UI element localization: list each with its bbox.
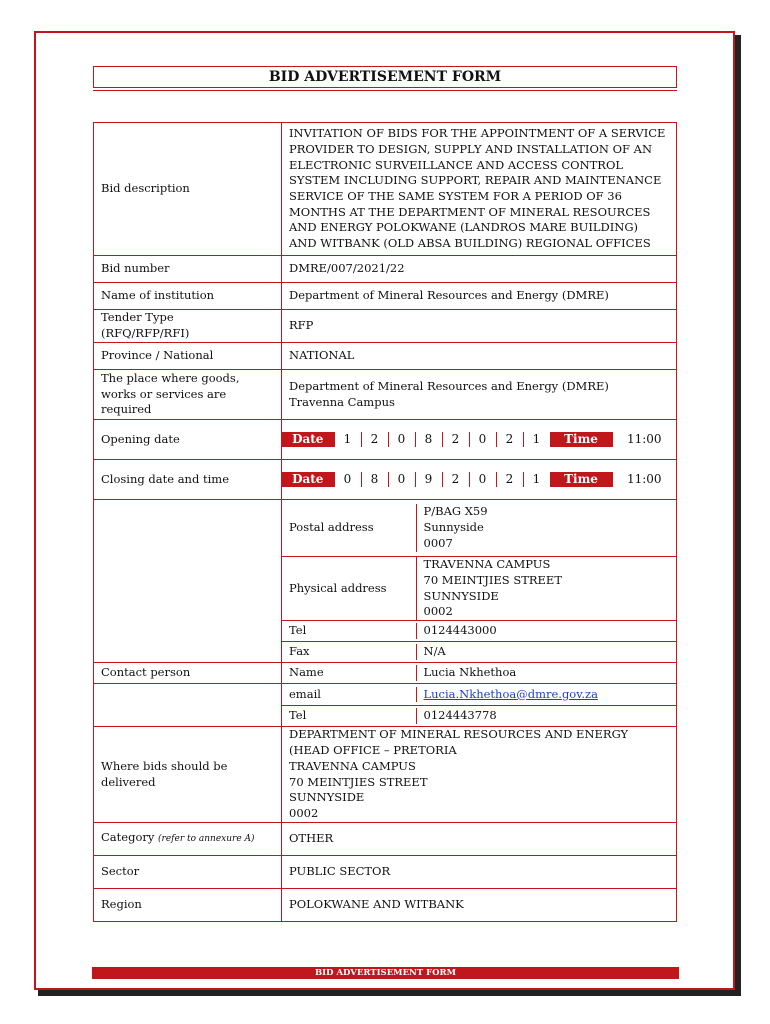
physical-address-label: Physical address bbox=[282, 557, 416, 620]
place-label-line1: The place where goods, bbox=[101, 370, 240, 385]
fax-label: Fax bbox=[282, 644, 416, 660]
tender-type-label-line2: (RFQ/RFP/RFI) bbox=[101, 326, 190, 340]
row-closing-date bbox=[94, 460, 677, 500]
row-sector bbox=[94, 856, 677, 889]
place-value-line2: Travenna Campus bbox=[289, 394, 395, 409]
closing-time-tag: Time bbox=[550, 472, 612, 488]
row-tender-type bbox=[94, 310, 677, 343]
row-contact-tel bbox=[94, 706, 677, 727]
bid-description-label: Bid description bbox=[94, 123, 282, 256]
row-fax bbox=[94, 642, 677, 663]
contact-email-link[interactable]: Lucia.Nkhethoa@dmre.gov.za bbox=[423, 686, 598, 701]
row-province bbox=[94, 343, 677, 370]
tender-type-label bbox=[94, 310, 282, 343]
category-note: (refer to annexure A) bbox=[158, 834, 255, 845]
closing-date-digit: 1 bbox=[523, 472, 550, 488]
closing-date-tag: Date bbox=[282, 472, 334, 488]
place-label-line2: works or services are bbox=[101, 386, 227, 401]
delivery-line5: SUNNYSIDE bbox=[289, 790, 365, 805]
delivery-line4: 70 MEINTJIES STREET bbox=[289, 774, 428, 789]
contact-person-label: Contact person bbox=[94, 663, 282, 684]
delivery-value bbox=[282, 727, 677, 823]
closing-date-label: Closing date and time bbox=[94, 460, 282, 500]
contact-email-cell bbox=[282, 684, 677, 706]
physical-line2: 70 MEINTJIES STREET bbox=[423, 572, 562, 587]
sector-label: Sector bbox=[94, 856, 282, 889]
row-bid-description bbox=[94, 123, 677, 256]
delivery-label-line2: delivered bbox=[101, 774, 156, 789]
row-category bbox=[94, 823, 677, 856]
contact-tel-label: Tel bbox=[282, 708, 416, 724]
opening-date-digit: 0 bbox=[469, 432, 496, 448]
row-delivery bbox=[94, 727, 677, 823]
place-value bbox=[282, 370, 677, 420]
place-label bbox=[94, 370, 282, 420]
institution-label: Name of institution bbox=[94, 283, 282, 310]
postal-address-value bbox=[416, 504, 676, 551]
bid-form-table bbox=[93, 122, 677, 922]
delivery-line3: TRAVENNA CAMPUS bbox=[289, 758, 416, 773]
opening-date-digit: 2 bbox=[442, 432, 469, 448]
row-institution bbox=[94, 283, 677, 310]
closing-date-cell bbox=[282, 460, 677, 500]
institution-value: Department of Mineral Resources and Energy (DMRE) bbox=[282, 283, 677, 310]
postal-address-label: Postal address bbox=[282, 504, 416, 551]
footer-bar: BID ADVERTISEMENT FORM bbox=[92, 967, 679, 979]
postal-line1: P/BAG X59 bbox=[423, 504, 488, 519]
row-bid-number bbox=[94, 256, 677, 283]
tender-type-label-line1: Tender Type bbox=[101, 310, 174, 325]
place-label-line3: required bbox=[101, 402, 152, 417]
opening-date-digit: 2 bbox=[361, 432, 388, 448]
delivery-line1: DEPARTMENT OF MINERAL RESOURCES AND ENERGY bbox=[289, 727, 629, 742]
fax-value: N/A bbox=[423, 644, 446, 659]
contact-tel-cell bbox=[282, 706, 677, 727]
row-region bbox=[94, 889, 677, 922]
delivery-line2: (HEAD OFFICE – PRETORIA bbox=[289, 743, 457, 758]
fax-cell bbox=[282, 642, 677, 663]
place-value-line1: Department of Mineral Resources and Energy (DMRE) bbox=[289, 378, 609, 393]
opening-date-tag: Date bbox=[282, 432, 334, 448]
category-value: OTHER bbox=[282, 823, 677, 856]
row-place bbox=[94, 370, 677, 420]
opening-time-value: 11:00 bbox=[626, 431, 662, 446]
region-label: Region bbox=[94, 889, 282, 922]
contact-name-value: Lucia Nkhethoa bbox=[423, 665, 517, 680]
delivery-label-line1: Where bids should be bbox=[101, 758, 228, 773]
closing-time-value: 11:00 bbox=[626, 471, 662, 486]
form-title: BID ADVERTISEMENT FORM bbox=[93, 66, 677, 88]
contact-label-blank bbox=[94, 706, 282, 727]
contact-name-cell bbox=[282, 663, 677, 684]
delivery-line6: 0002 bbox=[289, 805, 319, 820]
region-value: POLOKWANE AND WITBANK bbox=[282, 889, 677, 922]
contact-email-label: email bbox=[282, 687, 416, 703]
category-label: Category bbox=[101, 830, 155, 845]
province-label: Province / National bbox=[94, 343, 282, 370]
row-contact-name bbox=[94, 663, 677, 684]
contact-label-blank bbox=[94, 684, 282, 706]
physical-line3: SUNNYSIDE bbox=[423, 588, 499, 603]
tender-type-value: RFP bbox=[282, 310, 677, 343]
address-label-blank bbox=[94, 500, 282, 557]
address-label-blank bbox=[94, 621, 282, 642]
opening-date-label: Opening date bbox=[94, 420, 282, 460]
address-label-blank bbox=[94, 557, 282, 621]
address-label-blank bbox=[94, 642, 282, 663]
postal-line2: Sunnyside bbox=[423, 520, 484, 535]
bid-description-value: INVITATION OF BIDS FOR THE APPOINTMENT OF A SERVICE PROVIDER TO DESIGN, SUPPLY AND INSTALLATION OF AN ELECTRONIC SURVEILLANCE AND ACCESS CONTROL SYSTEM INCLUDING SUPPORT, REPAIR AND MAINTENANCE SERVICE OF THE SAME SYSTEM FOR A PERIOD OF 36 MONTHS AT THE DEPARTMENT OF MINERAL RESOURCES AND ENERGY POLOKWANE (LANDROS MARE BUILDING) AND WITBANK (OLD ABSA BUILDING) REGIONAL OFFICES bbox=[282, 123, 677, 256]
tel-value: 0124443000 bbox=[423, 623, 497, 638]
sector-value: PUBLIC SECTOR bbox=[282, 856, 677, 889]
physical-line1: TRAVENNA CAMPUS bbox=[423, 557, 551, 572]
contact-tel-value: 0124443778 bbox=[423, 708, 497, 723]
physical-address-value bbox=[416, 557, 676, 620]
row-tel bbox=[94, 621, 677, 642]
contact-email-cell-value bbox=[416, 687, 676, 703]
opening-date-digit: 8 bbox=[415, 432, 442, 448]
physical-line4: 0002 bbox=[423, 604, 453, 619]
row-physical-address bbox=[94, 557, 677, 621]
opening-date-cell bbox=[282, 420, 677, 460]
category-label-cell bbox=[94, 823, 282, 856]
delivery-label bbox=[94, 727, 282, 823]
row-opening-date bbox=[94, 420, 677, 460]
postal-line3: 0007 bbox=[423, 535, 453, 550]
closing-date-digit: 9 bbox=[415, 472, 442, 488]
closing-date-digit: 2 bbox=[496, 472, 523, 488]
contact-name-label: Name bbox=[282, 665, 416, 681]
row-postal-address bbox=[94, 500, 677, 557]
closing-date-digit: 2 bbox=[442, 472, 469, 488]
bid-number-value: DMRE/007/2021/22 bbox=[282, 256, 677, 283]
opening-date-digit: 1 bbox=[334, 432, 361, 448]
postal-address-cell bbox=[282, 500, 677, 557]
opening-date-digit: 2 bbox=[496, 432, 523, 448]
closing-date-digit: 0 bbox=[388, 472, 415, 488]
province-value: NATIONAL bbox=[282, 343, 677, 370]
opening-date-grid bbox=[282, 432, 676, 448]
opening-date-digit: 1 bbox=[523, 432, 550, 448]
closing-date-digit: 0 bbox=[334, 472, 361, 488]
closing-date-digit: 8 bbox=[361, 472, 388, 488]
opening-time-tag: Time bbox=[550, 432, 612, 448]
closing-date-digit: 0 bbox=[469, 472, 496, 488]
row-contact-email bbox=[94, 684, 677, 706]
tel-label: Tel bbox=[282, 623, 416, 639]
bid-number-label: Bid number bbox=[94, 256, 282, 283]
opening-date-digit: 0 bbox=[388, 432, 415, 448]
closing-date-grid bbox=[282, 472, 676, 488]
physical-address-cell bbox=[282, 557, 677, 621]
tel-cell bbox=[282, 621, 677, 642]
